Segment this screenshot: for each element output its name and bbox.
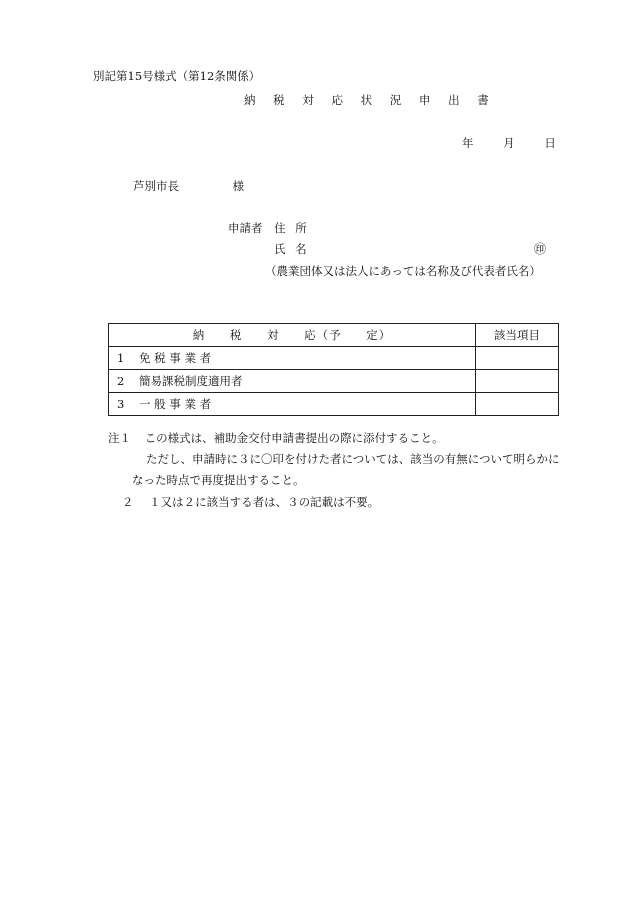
row-number: 3 xyxy=(117,397,125,411)
table-row xyxy=(109,393,559,416)
row-number: 2 xyxy=(117,374,125,388)
form-id: 別記第15号様式（第12条関係） xyxy=(93,69,261,83)
row-text: 免 税 事 業 者 xyxy=(139,351,212,365)
applicant-label: 申請者 xyxy=(228,221,263,235)
table-header-main: 納 税 対 応（予 定） xyxy=(109,324,476,347)
date-day-label: 日 xyxy=(544,136,556,150)
date-month-label: 月 xyxy=(503,136,515,150)
row-text: 簡易課税制度適用者 xyxy=(139,374,243,388)
table-row-check-cell[interactable] xyxy=(476,393,559,416)
note-1-text: この様式は、補助金交付申請書提出の際に添付すること。 xyxy=(144,431,444,445)
note-2 xyxy=(122,494,379,510)
table-row-label xyxy=(109,393,476,416)
table-row-check-cell[interactable] xyxy=(476,370,559,393)
note-1-continued: ただし、申請時に３に〇印を付けた者については、該当の有無について明らかに xyxy=(146,452,560,466)
row-text: 一 般 事 業 者 xyxy=(139,397,212,411)
applicant-note: （農業団体又は法人にあっては名称及び代表者氏名） xyxy=(265,264,541,278)
date-line xyxy=(462,135,556,151)
date-year-label: 年 xyxy=(462,136,474,150)
table-row xyxy=(109,370,559,393)
table-header-row xyxy=(109,324,559,347)
applicant-name-label: 氏 名 xyxy=(274,242,310,256)
table-row-label xyxy=(109,347,476,370)
applicant-address-label: 住 所 xyxy=(274,221,310,235)
tax-status-table xyxy=(108,323,559,416)
addressee xyxy=(133,178,244,194)
addressee-name: 芦別市長 xyxy=(133,179,179,193)
applicant-address-line xyxy=(228,220,310,236)
document-title: 納 税 対 応 状 況 申 出 書 xyxy=(244,93,496,107)
table-row-label xyxy=(109,370,476,393)
addressee-honorific: 様 xyxy=(232,179,245,193)
seal-mark: ㊞ xyxy=(534,242,547,256)
note-1-prefix: 注１ xyxy=(108,431,131,445)
table-row-check-cell[interactable] xyxy=(476,347,559,370)
note-1 xyxy=(108,430,444,446)
note-2-number: ２ xyxy=(122,495,134,509)
note-1-continued-2: なった時点で再度提出すること。 xyxy=(132,473,305,487)
note-2-text: １又は２に該当する者は、３の記載は不要。 xyxy=(149,495,380,509)
table-row xyxy=(109,347,559,370)
table-header-check: 該当項目 xyxy=(476,324,559,347)
row-number: 1 xyxy=(117,351,125,365)
